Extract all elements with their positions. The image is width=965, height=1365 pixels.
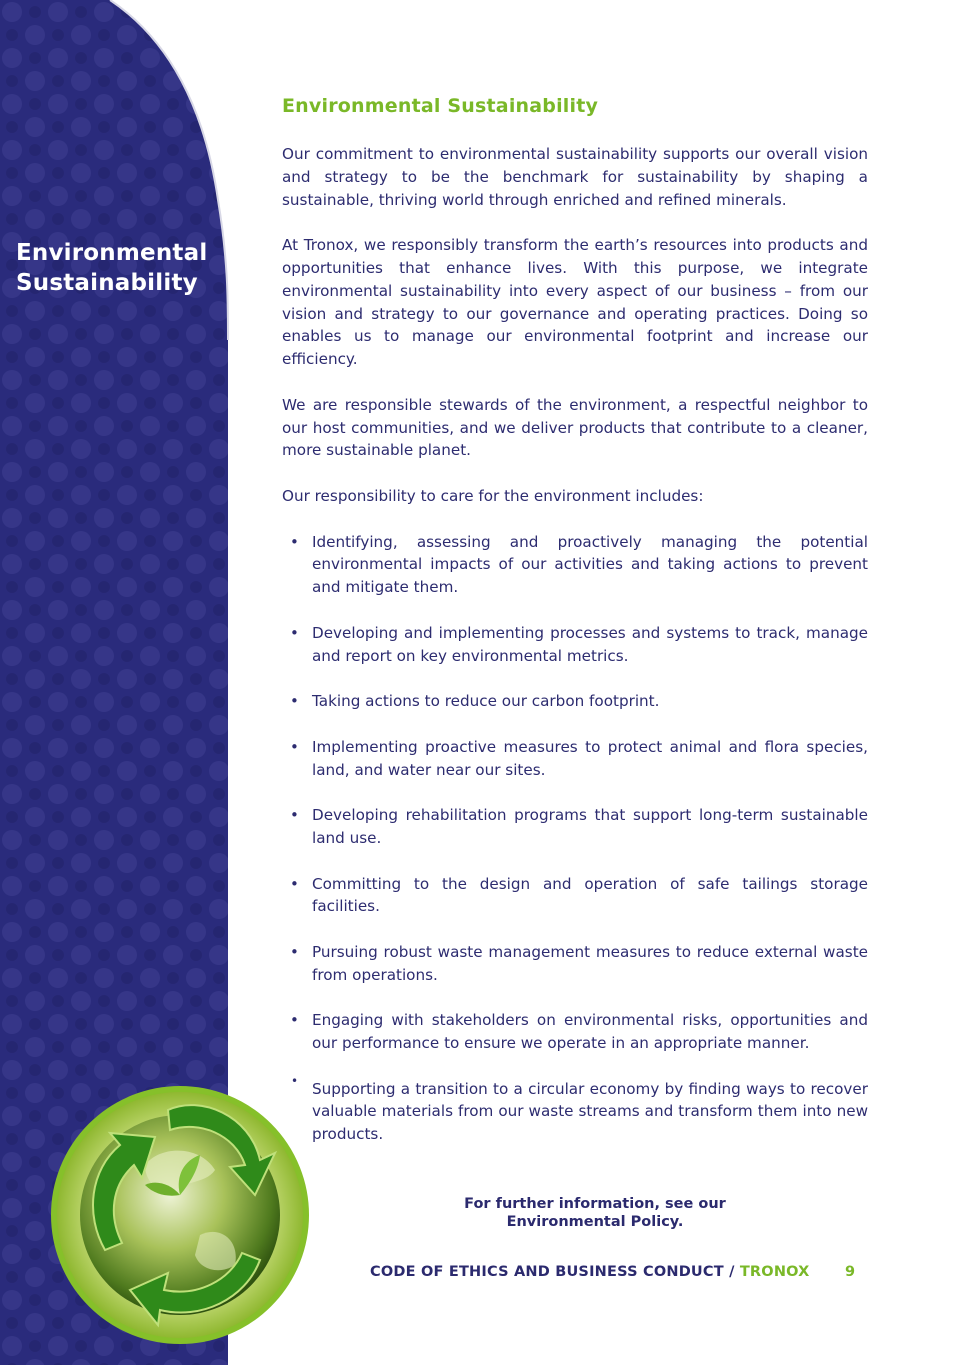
paragraph-commitment: Our commitment to environmental sustainability supports our overall vision and strategy to be the benchmark for sustainability by shaping a sustainable, thriving world through enriched and refined minerals. (282, 145, 868, 209)
page-footer (370, 1264, 810, 1280)
list-item-text: Committing to the design and operation of safe tailings storage facilities. (312, 874, 868, 916)
list-item-text: Pursuing robust waste management measures to reduce external waste from operations. (312, 942, 868, 984)
page-number: 9 (845, 1264, 856, 1280)
bullet-dot: • (290, 532, 299, 551)
list-item (282, 1073, 868, 1146)
page-title: Environmental Sustainability (282, 95, 599, 117)
further-information-note (430, 1195, 760, 1231)
sidebar-title-line1: Environmental (16, 240, 208, 266)
sidebar-title (16, 238, 207, 298)
environmental-policy-link[interactable]: Environmental Policy. (506, 1214, 684, 1230)
list-item-text: Supporting a transition to a circular economy by finding ways to recover valuable materials from our waste streams and transform them into new products. (312, 1079, 868, 1144)
list-item-text: Developing rehabilitation programs that support long-term sustainable land use. (312, 806, 868, 847)
list-item-text: Taking actions to reduce our carbon footprint. (312, 692, 660, 711)
list-item (282, 941, 868, 987)
list-item (282, 736, 868, 782)
list-item-text: Identifying, assessing and proactively managing the potential environmental impacts of our activities and taking actions to prevent and mitigate them. (312, 532, 868, 597)
bullet-dot: • (290, 874, 299, 893)
list-item (282, 531, 868, 599)
paragraph-stewards: We are responsible stewards of the environment, a respectful neighbor to our host communities, and we deliver products that contribute to a cleaner, more sustainable planet. (282, 395, 868, 460)
list-item (282, 1009, 868, 1055)
bullet-dot: • (290, 942, 299, 961)
bullet-dot: • (290, 737, 299, 756)
footer-document-title: CODE OF ETHICS AND BUSINESS CONDUCT / (370, 1264, 740, 1280)
list-item-text: Developing and implementing processes and systems to track, manage and report on key environmental metrics. (312, 623, 868, 665)
sidebar-title-line2: Sustainability (16, 270, 198, 296)
main-content (282, 95, 868, 1169)
list-item-text: Implementing proactive measures to protect animal and flora species, land, and water near our sites. (312, 737, 868, 779)
recycling-globe-icon (50, 1075, 310, 1350)
list-item (282, 690, 868, 713)
list-item (282, 622, 868, 668)
list-item-text: Engaging with stakeholders on environmental risks, opportunities and our performance to ensure we operate in an appropriate manner. (312, 1011, 868, 1053)
paragraph-tronox-purpose: At Tronox, we responsibly transform the earth’s resources into products and opportunities that enhance lives. With this purpose, we integrate environmental sustainability into every aspect of our business – from our vision and strategy to our governance and operating practices. Doing so enables us to manage our environmental footprint and increase our efficiency. (282, 236, 868, 369)
responsibility-list (282, 531, 868, 1147)
further-info-line1: For further information, see our (464, 1196, 726, 1212)
footer-brand: TRONOX (739, 1264, 810, 1280)
bullet-dot: • (291, 1073, 299, 1088)
paragraph-responsibility-intro: Our responsibility to care for the environment includes: (282, 486, 704, 505)
list-item (282, 804, 868, 850)
bullet-dot: • (290, 692, 299, 711)
list-item (282, 873, 868, 919)
bullet-dot: • (290, 623, 299, 642)
bullet-dot: • (290, 806, 299, 825)
bullet-dot: • (290, 1011, 299, 1030)
